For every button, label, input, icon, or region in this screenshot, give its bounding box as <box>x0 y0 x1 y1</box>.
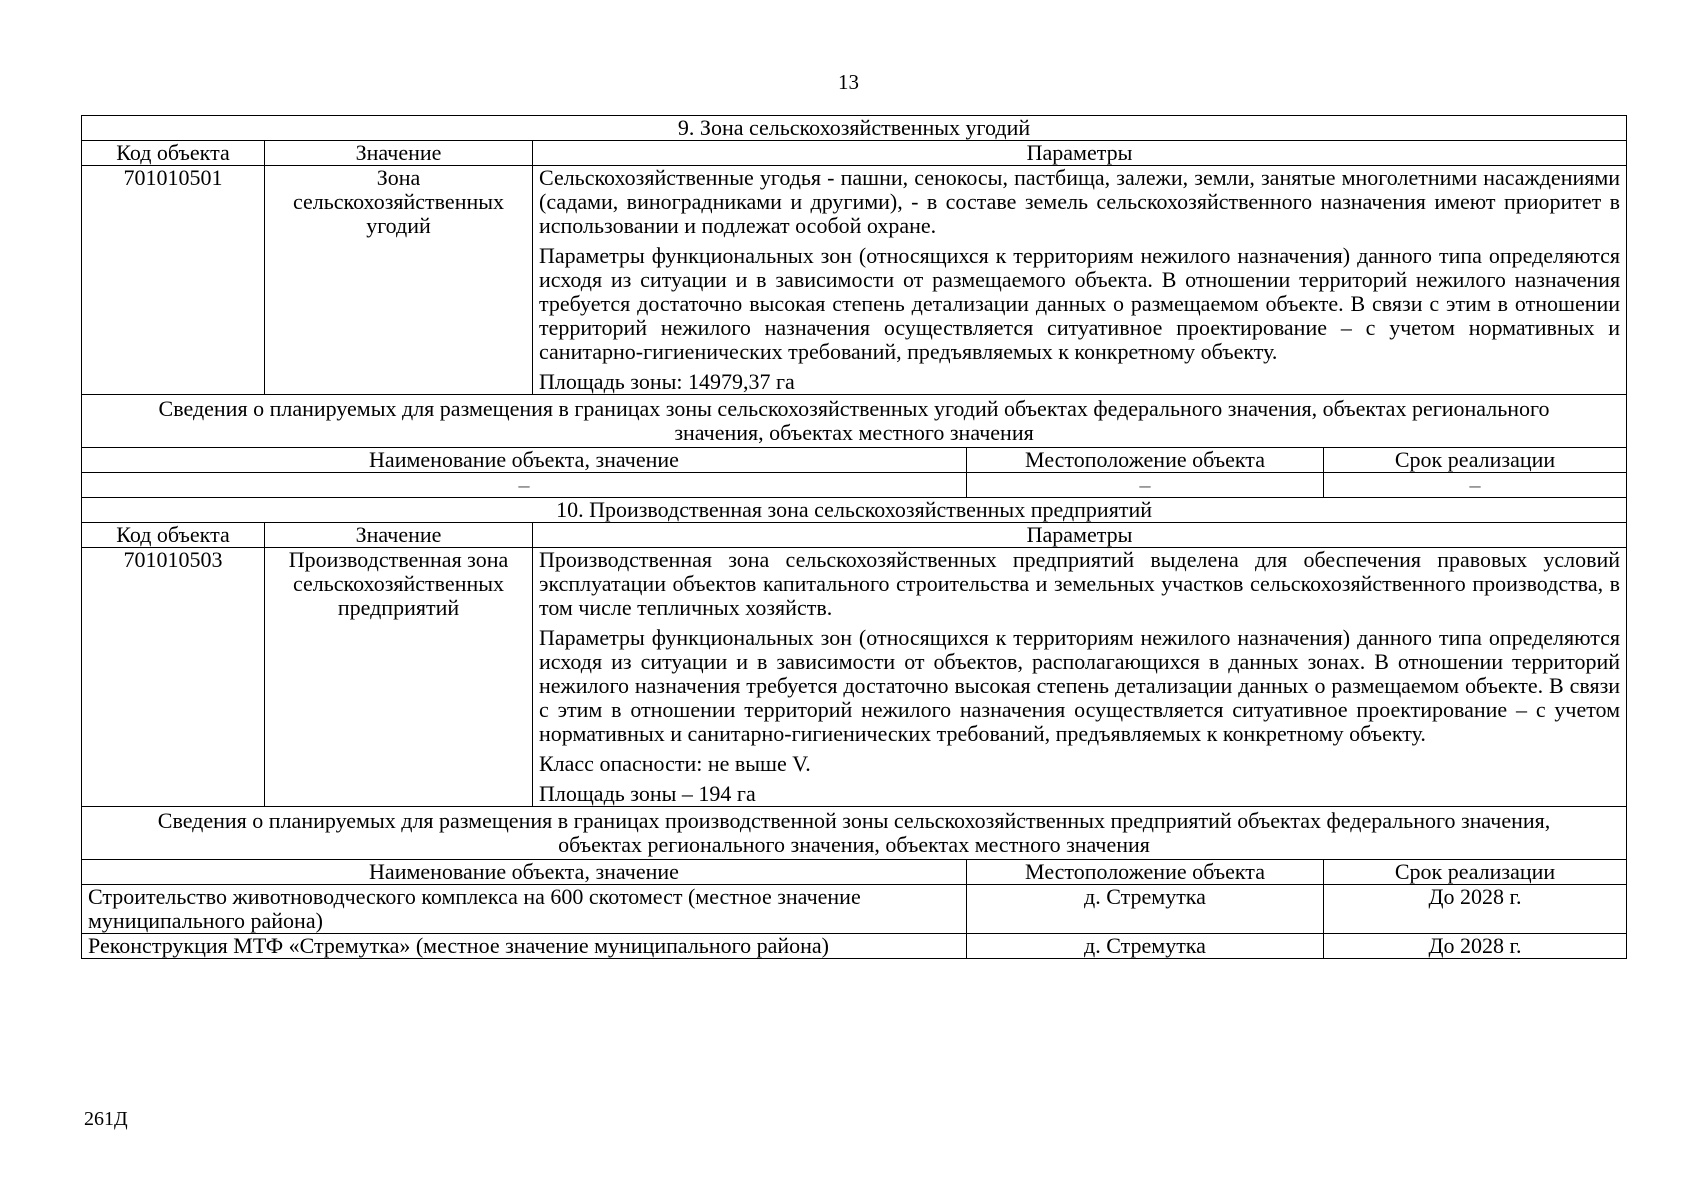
zone-header-row <box>82 523 1627 548</box>
header-params: Параметры <box>533 141 1627 166</box>
planned-location: д. Стремутка <box>967 885 1324 934</box>
zone-code: 701010501 <box>82 166 265 395</box>
planned-header-name: Наименование объекта, значение <box>82 448 967 473</box>
zone-row <box>82 548 1627 807</box>
planned-name: Реконструкция МТФ «Стремутка» (местное значение муниципального района) <box>82 934 967 959</box>
zone-row <box>82 166 1627 395</box>
planned-header-term: Срок реализации <box>1324 860 1627 885</box>
zone-param-paragraph: Параметры функциональных зон (относящихся к территориям нежилого назначения) данного типа определяются исходя из ситуации и в зависимости от размещаемого объекта. В отношении территорий нежилого назначения требуется достаточно высокая степень детализации данных о размещаемом объекте. В связи с этим в отношении территорий нежилого назначения осуществляется ситуативное проектирование – с учетом нормативных и санитарно-гигиенических требований, предъявляемых к конкретному объекту. <box>539 243 1621 364</box>
planned-name: – <box>82 473 967 498</box>
zone-param-paragraph: Производственная зона сельскохозяйственных предприятий выделена для обеспечения правовых условий эксплуатации объектов капитального строительства и земельных участков сельскохозяйственного производства, в том числе тепличных хозяйств. <box>539 547 1621 620</box>
section-title-row <box>82 116 1627 141</box>
zone-value: Производственная зона сельскохозяйственных предприятий <box>265 548 533 807</box>
section-title-row <box>82 498 1627 523</box>
planned-term: – <box>1324 473 1627 498</box>
header-value: Значение <box>265 523 533 548</box>
planned-row <box>82 473 1627 498</box>
document-code: 261Д <box>84 1108 128 1130</box>
planned-header-location: Местоположение объекта <box>967 448 1324 473</box>
header-value: Значение <box>265 141 533 166</box>
planned-header-row <box>82 448 1627 473</box>
section-title: 10. Производственная зона сельскохозяйственных предприятий <box>82 498 1627 523</box>
planned-header-location: Местоположение объекта <box>967 860 1324 885</box>
planned-term: До 2028 г. <box>1324 934 1627 959</box>
zone-header-row <box>82 141 1627 166</box>
planned-location: д. Стремутка <box>967 934 1324 959</box>
planned-name: Строительство животноводческого комплекса на 600 скотомест (местное значение муниципального района) <box>82 885 967 934</box>
zone-area: Площадь зоны – 194 га <box>539 781 756 806</box>
planned-header-term: Срок реализации <box>1324 448 1627 473</box>
zone-hazard-class: Класс опасности: не выше V. <box>539 751 811 776</box>
zone-param-paragraph: Параметры функциональных зон (относящихся к территориям нежилого назначения) данного типа определяются исходя из ситуации и в зависимости от объектов, располагающихся в данных зонах. В отношении территорий нежилого назначения требуется достаточно высокая степень детализации данных о размещаемом объекте. В связи с этим в отношении территорий нежилого назначения осуществляется ситуативное проектирование – с учетом нормативных и санитарно-гигиенических требований, предъявляемых к конкретному объекту. <box>539 625 1621 746</box>
planned-title-row <box>82 807 1627 860</box>
planned-row <box>82 885 1627 934</box>
planned-title-row <box>82 395 1627 448</box>
planned-header-row <box>82 860 1627 885</box>
zone-area: Площадь зоны: 14979,37 га <box>539 369 795 394</box>
planned-location: – <box>967 473 1324 498</box>
section-title: 9. Зона сельскохозяйственных угодий <box>82 116 1627 141</box>
zone-param-paragraph: Сельскохозяйственные угодья - пашни, сенокосы, пастбища, залежи, земли, занятые многолетними насаждениями (садами, виноградниками и другими), - в составе земель сельскохозяйственного назначения имеют приоритет в использовании и подлежат особой охране. <box>539 165 1621 238</box>
header-params: Параметры <box>533 523 1627 548</box>
zones-table <box>81 115 1627 959</box>
header-code: Код объекта <box>82 523 265 548</box>
zone-params <box>533 548 1627 807</box>
zone-params <box>533 166 1627 395</box>
header-code: Код объекта <box>82 141 265 166</box>
planned-title: Сведения о планируемых для размещения в границах зоны сельскохозяйственных угодий объектах федерального значения, объектах регионального значения, объектах местного значения <box>82 395 1627 448</box>
zone-value: Зона сельскохозяйственных угодий <box>265 166 533 395</box>
planned-term: До 2028 г. <box>1324 885 1627 934</box>
planned-title: Сведения о планируемых для размещения в границах производственной зоны сельскохозяйственных предприятий объектах федерального значения, объектах регионального значения, объектах местного значения <box>82 807 1627 860</box>
page-number: 13 <box>838 70 859 94</box>
planned-header-name: Наименование объекта, значение <box>82 860 967 885</box>
planned-row <box>82 934 1627 959</box>
zone-code: 701010503 <box>82 548 265 807</box>
